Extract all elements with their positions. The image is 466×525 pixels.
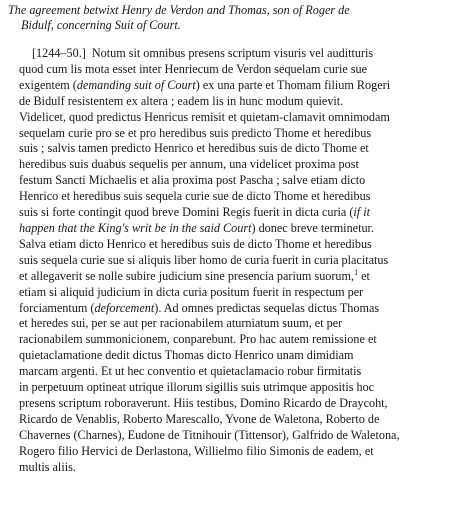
text-line-11: suis si forte contingit quod breve Domini Regis fuerit in dicta curia (if it [19, 205, 371, 220]
text-line-24: Ricardo de Venablis, Roberto Marescallo, Yvone de Waletona, Roberto de [19, 411, 380, 426]
charter-text [6, 46, 462, 475]
text-line-13: Salva etiam dicto Henrico et heredibus suis de dicto Thome et heredibus [19, 236, 372, 251]
text-line-4: de Bidulf resistentem ex altera ; eadem lis in hunc modum quievit. [19, 93, 344, 108]
text-line-3: exigentem (demanding suit of Court) ex una parte et Thomam filium Rogeri [19, 77, 391, 92]
translation-gloss: deforcement [94, 300, 155, 315]
text-line-20: quietaclamatione dedit dictus Thomas dicto Henrico unam dimidiam [19, 348, 354, 363]
text-line-22: in perpetuum optineat utrique illorum sigillis suis utrimque appositis hoc [19, 380, 375, 395]
text-line-27: multis aliis. [19, 459, 76, 474]
translation-gloss: if it [353, 205, 371, 220]
text-line-19: racionabilem summonicionem, conparebunt. Pro hac autem remissione et [19, 332, 377, 347]
text-line-14: suis sequela curie sue si aliquis liber homo de curia fuerit in curia placitatus [19, 252, 389, 267]
translation-gloss: demanding suit of Court [76, 77, 196, 92]
text-line-6: sequelam curie pro se et pro heredibus suis predicto Thome et heredibus [19, 125, 372, 140]
document-heading [8, 3, 462, 33]
text-line-9: festum Sancti Michaelis et alia proxima post Pascha ; salve etiam dicto [19, 173, 366, 188]
text-line-23: presens scriptum roboraverunt. Hiis testibus, Domino Ricardo de Draycoht, [19, 395, 388, 410]
text-line-16: etiam si aliquid judicium in dicta curia positum fuerit in respectum per [19, 284, 364, 299]
text-line-12: happen that the King's writ be in the said Court) donec breve terminetur. [19, 220, 374, 235]
text-line-17: forciamentum (deforcement). Ad omnes predictas sequelas dictus Thomas [19, 300, 380, 315]
text-line-15: et allegaverit se nolle subire judicium sine presencia parium suorum,$^1$ et [19, 267, 370, 283]
date-range: [1244–50.] [32, 46, 86, 60]
text-line-10: Henrico et heredibus suis sequela curie sue de dicto Thome et heredibus [19, 189, 371, 204]
text-line-26: Rogero filio Hervici de Derlastona, Willielmo filio Simonis de eadem, et [19, 443, 374, 458]
heading-line-2: Bidulf, concerning Suit of Court. [21, 18, 181, 32]
footnote-marker: 1 [354, 267, 359, 277]
text-line-7: suis ; salvis tamen predicto Henrico et heredibus suis de dicto Thome et [19, 141, 369, 156]
text-line-5: Videlicet, quod predictus Henricus remisit et quietam-clamavit omnimodam [19, 109, 390, 124]
text-line-1: [1244–50.] Notum sit omnibus presens scriptum visuris vel auditturis [32, 46, 374, 60]
text-line-8: heredibus suis duabus sequelis per annum, una videlicet proxima post [19, 157, 359, 172]
text-line-21: marcam argenti. Et ut hec conventio et quietaclamacio robur firmitatis [19, 364, 362, 379]
text-line-18: et heredes sui, per se aut per racionabilem aturniatum suum, et per [19, 316, 343, 331]
text-line-2: quod cum lis mota esset inter Henriecum de Verdon sequelam curie sue [19, 61, 368, 76]
heading-line-1: The agreement betwixt Henry de Verdon and Thomas, son of Roger de [8, 3, 350, 17]
translation-gloss: happen that the King's writ be in the said Court [19, 220, 252, 235]
text-line-25: Chavernes (Charnes), Eudone de Titnihouir (Tittensor), Galfrido de Waletona, [19, 427, 400, 442]
